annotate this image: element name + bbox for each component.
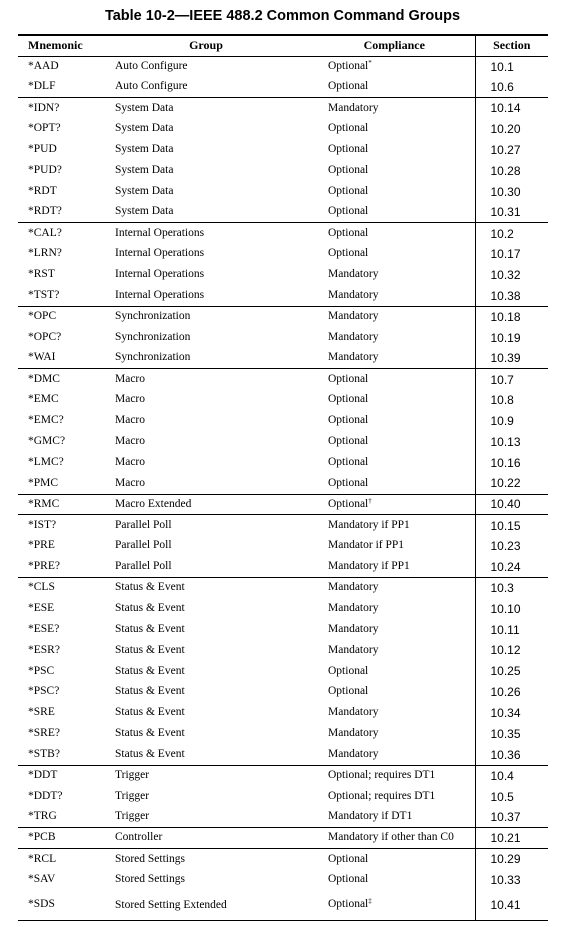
table-row	[18, 870, 548, 891]
compliance-cell	[314, 661, 475, 682]
section-cell: 10.6	[475, 77, 548, 98]
group-cell: Macro	[115, 393, 146, 406]
table-body	[18, 56, 548, 920]
section-cell: 10.40	[475, 494, 548, 515]
compliance-text: Mandatory	[328, 330, 379, 343]
compliance-text: Mandator if PP1	[328, 539, 405, 552]
group-cell: Stored Settings	[98, 849, 314, 870]
compliance-cell	[314, 327, 475, 348]
mnemonic-cell: *OPC	[18, 306, 98, 327]
compliance-cell	[314, 139, 475, 160]
table-row	[18, 765, 548, 786]
section-cell: 10.14	[475, 98, 548, 119]
compliance-cell	[314, 160, 475, 181]
section-cell: 10.29	[475, 849, 548, 870]
group-cell: Status & Event	[115, 706, 185, 719]
compliance-text: Mandatory	[328, 602, 379, 615]
group-cell: Status & Event	[115, 727, 185, 740]
compliance-text: Optional	[328, 898, 369, 911]
compliance-text: Optional	[328, 664, 369, 677]
compliance-cell	[314, 348, 475, 369]
mnemonic-cell: *ESR?	[28, 643, 60, 656]
section-cell: 10.22	[475, 473, 548, 494]
group-cell: Trigger	[115, 810, 150, 823]
section-cell: 10.11	[475, 619, 548, 640]
footnote-mark: ‡	[368, 897, 372, 906]
table-row	[18, 494, 548, 515]
group-cell: Stored Setting Extended	[115, 899, 227, 912]
section-cell: 10.19	[475, 327, 548, 348]
group-cell: Parallel Poll	[115, 539, 172, 552]
compliance-cell	[314, 223, 475, 244]
table-row	[18, 56, 548, 77]
mnemonic-cell: *DMC	[18, 369, 98, 390]
group-cell: System Data	[115, 184, 174, 197]
group-cell: Status & Event	[98, 577, 314, 598]
compliance-cell	[314, 390, 475, 411]
group-cell: System Data	[115, 205, 174, 218]
section-cell: 10.36	[475, 744, 548, 765]
group-cell: Macro Extended	[98, 494, 314, 515]
compliance-text: Optional	[328, 414, 369, 427]
header-section: Section	[475, 35, 548, 56]
compliance-cell	[314, 285, 475, 306]
header-group: Group	[189, 38, 223, 53]
table-row	[18, 577, 548, 598]
mnemonic-cell: *AAD	[18, 56, 98, 77]
group-cell: Stored Settings	[115, 873, 185, 886]
mnemonic-cell: *PUD?	[28, 163, 62, 176]
compliance-cell	[314, 828, 475, 849]
group-cell: Status & Event	[115, 622, 185, 635]
compliance-text: Mandatory if PP1	[328, 560, 410, 573]
compliance-text: Optional	[328, 497, 369, 510]
compliance-cell	[314, 369, 475, 390]
mnemonic-cell: *LRN?	[28, 247, 62, 260]
mnemonic-cell: *SRE?	[28, 727, 60, 740]
section-cell: 10.20	[475, 119, 548, 140]
mnemonic-cell: *DLF	[28, 80, 56, 93]
group-cell: Synchronization	[98, 306, 314, 327]
compliance-cell	[314, 703, 475, 724]
group-cell: Auto Configure	[115, 80, 188, 93]
compliance-cell	[314, 807, 475, 828]
compliance-text: Mandatory	[328, 310, 379, 323]
compliance-cell	[314, 473, 475, 494]
compliance-cell	[314, 306, 475, 327]
table-row	[18, 119, 548, 140]
table-row	[18, 202, 548, 223]
table-row	[18, 515, 548, 536]
mnemonic-cell: *RMC	[18, 494, 98, 515]
compliance-text: Mandatory	[328, 747, 379, 760]
table-row	[18, 223, 548, 244]
mnemonic-cell: *RDT?	[28, 205, 62, 218]
mnemonic-cell: *ESE	[28, 602, 55, 615]
table-row	[18, 369, 548, 390]
table-row	[18, 139, 548, 160]
table-row	[18, 473, 548, 494]
compliance-cell	[314, 619, 475, 640]
section-cell: 10.21	[475, 828, 548, 849]
section-cell: 10.13	[475, 431, 548, 452]
table-row	[18, 265, 548, 286]
compliance-cell	[314, 494, 475, 515]
compliance-cell	[314, 536, 475, 557]
group-cell: Internal Operations	[115, 268, 205, 281]
section-cell: 10.3	[475, 577, 548, 598]
mnemonic-cell: *PRE?	[28, 560, 60, 573]
section-cell: 10.12	[475, 640, 548, 661]
compliance-text: Mandatory	[328, 581, 379, 594]
section-cell: 10.18	[475, 306, 548, 327]
group-cell: Internal Operations	[115, 288, 205, 301]
group-cell: Macro	[115, 456, 146, 468]
table-row	[18, 285, 548, 306]
table-row	[18, 431, 548, 452]
compliance-text: Optional	[328, 59, 369, 72]
compliance-text: Optional	[328, 435, 369, 448]
table-row	[18, 306, 548, 327]
group-cell: Internal Operations	[115, 247, 205, 260]
mnemonic-cell: *GMC?	[28, 435, 66, 448]
compliance-text: Optional	[328, 226, 369, 239]
compliance-cell	[314, 411, 475, 432]
table-row	[18, 390, 548, 411]
compliance-text: Mandatory	[328, 643, 379, 656]
group-cell: Status & Event	[115, 685, 185, 698]
section-cell: 10.10	[475, 598, 548, 619]
compliance-text: Mandatory	[328, 727, 379, 740]
group-cell: System Data	[115, 143, 174, 156]
mnemonic-cell: *OPT?	[28, 122, 61, 135]
group-cell: System Data	[98, 98, 314, 119]
compliance-cell	[314, 265, 475, 286]
compliance-text: Optional	[328, 143, 369, 156]
section-cell: 10.38	[475, 285, 548, 306]
table-row	[18, 640, 548, 661]
table-row	[18, 327, 548, 348]
group-cell: Trigger	[115, 789, 150, 802]
group-cell: Trigger	[98, 765, 314, 786]
table-row	[18, 786, 548, 807]
table-row	[18, 744, 548, 765]
compliance-cell	[314, 98, 475, 119]
table-row	[18, 160, 548, 181]
mnemonic-cell: *PRE	[28, 539, 55, 552]
compliance-cell	[314, 890, 475, 920]
table-row	[18, 703, 548, 724]
group-cell: Internal Operations	[98, 223, 314, 244]
section-cell: 10.33	[475, 870, 548, 891]
table-row	[18, 557, 548, 578]
header-mnemonic: Mnemonic	[28, 38, 83, 53]
compliance-text: Mandatory if other than C0	[328, 831, 454, 844]
group-cell: Controller	[98, 828, 314, 849]
group-cell: Status & Event	[115, 602, 185, 615]
compliance-text: Mandatory	[328, 351, 379, 364]
group-cell: System Data	[115, 122, 174, 135]
section-cell: 10.7	[475, 369, 548, 390]
section-cell: 10.9	[475, 411, 548, 432]
group-cell: Macro	[115, 476, 146, 489]
section-cell: 10.16	[475, 452, 548, 473]
compliance-text: Optional	[328, 122, 369, 135]
section-cell: 10.30	[475, 181, 548, 202]
table-header	[18, 35, 548, 56]
mnemonic-cell: *TRG	[28, 810, 57, 823]
mnemonic-cell: *PMC	[28, 476, 59, 489]
table-row	[18, 77, 548, 98]
compliance-cell	[314, 724, 475, 745]
section-cell: 10.39	[475, 348, 548, 369]
section-cell: 10.41	[475, 890, 548, 920]
section-cell: 10.23	[475, 536, 548, 557]
mnemonic-cell: *ESE?	[28, 622, 60, 635]
group-cell: Parallel Poll	[98, 515, 314, 536]
compliance-text: Mandatory if DT1	[328, 810, 413, 823]
compliance-text: Optional	[328, 205, 369, 218]
compliance-cell	[314, 577, 475, 598]
section-cell: 10.1	[475, 56, 548, 77]
mnemonic-cell: *PSC	[28, 664, 55, 677]
compliance-text: Mandatory	[328, 622, 379, 635]
table-row	[18, 849, 548, 870]
mnemonic-cell: *IDN?	[18, 98, 98, 119]
compliance-cell	[314, 119, 475, 140]
table-row	[18, 724, 548, 745]
mnemonic-cell: *STB?	[28, 747, 60, 760]
table-title: Table 10-2—IEEE 488.2 Common Command Groups	[104, 8, 461, 24]
table-row	[18, 682, 548, 703]
table-row	[18, 661, 548, 682]
section-cell: 10.2	[475, 223, 548, 244]
compliance-cell	[314, 765, 475, 786]
mnemonic-cell: *CAL?	[18, 223, 98, 244]
mnemonic-cell: *CLS	[18, 577, 98, 598]
mnemonic-cell: *SRE	[28, 706, 55, 719]
mnemonic-cell: *RDT	[28, 184, 57, 197]
compliance-text: Optional	[328, 852, 369, 865]
compliance-text: Optional	[328, 247, 369, 260]
compliance-text: Optional	[328, 873, 369, 886]
table-row	[18, 244, 548, 265]
section-cell: 10.24	[475, 557, 548, 578]
section-cell: 10.8	[475, 390, 548, 411]
table-row	[18, 598, 548, 619]
compliance-text: Mandatory	[328, 288, 379, 301]
compliance-text: Optional	[328, 685, 369, 698]
table-row	[18, 828, 548, 849]
mnemonic-cell: *PSC?	[28, 685, 60, 698]
group-cell: Parallel Poll	[115, 560, 172, 573]
section-cell: 10.31	[475, 202, 548, 223]
footnote-mark: †	[368, 496, 372, 505]
compliance-text: Mandatory	[328, 101, 379, 114]
command-groups-table	[18, 34, 548, 921]
group-cell: Synchronization	[115, 351, 191, 364]
mnemonic-cell: *WAI	[28, 351, 56, 364]
compliance-cell	[314, 452, 475, 473]
header-compliance: Compliance	[363, 38, 425, 53]
compliance-cell	[314, 744, 475, 765]
compliance-text: Optional	[328, 372, 369, 385]
section-cell: 10.28	[475, 160, 548, 181]
compliance-text: Optional	[328, 476, 369, 489]
section-cell: 10.4	[475, 765, 548, 786]
compliance-cell	[314, 244, 475, 265]
compliance-text: Mandatory if PP1	[328, 518, 410, 531]
section-cell: 10.32	[475, 265, 548, 286]
compliance-text: Optional	[328, 80, 369, 93]
table-row	[18, 890, 548, 920]
section-cell: 10.27	[475, 139, 548, 160]
table-row	[18, 348, 548, 369]
compliance-cell	[314, 431, 475, 452]
mnemonic-cell: *DDT?	[28, 789, 63, 802]
section-cell: 10.25	[475, 661, 548, 682]
table-row	[18, 807, 548, 828]
table-row	[18, 536, 548, 557]
group-cell: Status & Event	[115, 664, 185, 677]
compliance-cell	[314, 786, 475, 807]
table-row	[18, 619, 548, 640]
mnemonic-cell: *RCL	[18, 849, 98, 870]
compliance-cell	[314, 56, 475, 77]
group-cell: Status & Event	[115, 747, 185, 760]
compliance-cell	[314, 682, 475, 703]
section-cell: 10.15	[475, 515, 548, 536]
mnemonic-cell: *LMC?	[28, 456, 64, 468]
compliance-text: Mandatory	[328, 268, 379, 281]
group-cell: Status & Event	[115, 643, 185, 656]
mnemonic-cell: *PCB	[18, 828, 98, 849]
compliance-text: Optional	[328, 163, 369, 176]
group-cell: Macro	[115, 435, 146, 448]
compliance-cell	[314, 202, 475, 223]
mnemonic-cell: *DDT	[18, 765, 98, 786]
mnemonic-cell: *TST?	[28, 288, 60, 301]
mnemonic-cell: *EMC?	[28, 414, 64, 427]
compliance-text: Optional	[328, 456, 369, 468]
mnemonic-cell: *SAV	[28, 873, 56, 886]
group-cell: System Data	[115, 163, 174, 176]
mnemonic-cell: *PUD	[28, 143, 57, 156]
compliance-cell	[314, 515, 475, 536]
compliance-cell	[314, 77, 475, 98]
mnemonic-cell: *OPC?	[28, 330, 62, 343]
section-cell: 10.34	[475, 703, 548, 724]
compliance-text: Optional	[328, 393, 369, 406]
group-cell: Synchronization	[115, 330, 191, 343]
table-row	[18, 411, 548, 432]
table-row	[18, 452, 548, 473]
section-cell: 10.5	[475, 786, 548, 807]
compliance-cell	[314, 640, 475, 661]
mnemonic-cell: *EMC	[28, 393, 59, 406]
section-cell: 10.17	[475, 244, 548, 265]
mnemonic-cell: *IST?	[18, 515, 98, 536]
compliance-cell	[314, 598, 475, 619]
section-cell: 10.35	[475, 724, 548, 745]
group-cell: Auto Configure	[98, 56, 314, 77]
compliance-text: Mandatory	[328, 706, 379, 719]
table-row	[18, 98, 548, 119]
mnemonic-cell: *SDS	[28, 898, 55, 911]
compliance-text: Optional; requires DT1	[328, 789, 436, 802]
compliance-cell	[314, 849, 475, 870]
section-cell: 10.26	[475, 682, 548, 703]
compliance-text: Optional	[328, 184, 369, 197]
group-cell: Macro	[98, 369, 314, 390]
mnemonic-cell: *RST	[28, 268, 55, 281]
compliance-text: Optional; requires DT1	[328, 769, 436, 782]
table-row	[18, 181, 548, 202]
footnote-mark: *	[368, 58, 372, 67]
compliance-cell	[314, 557, 475, 578]
compliance-cell	[314, 870, 475, 891]
group-cell: Macro	[115, 414, 146, 427]
section-cell: 10.37	[475, 807, 548, 828]
compliance-cell	[314, 181, 475, 202]
